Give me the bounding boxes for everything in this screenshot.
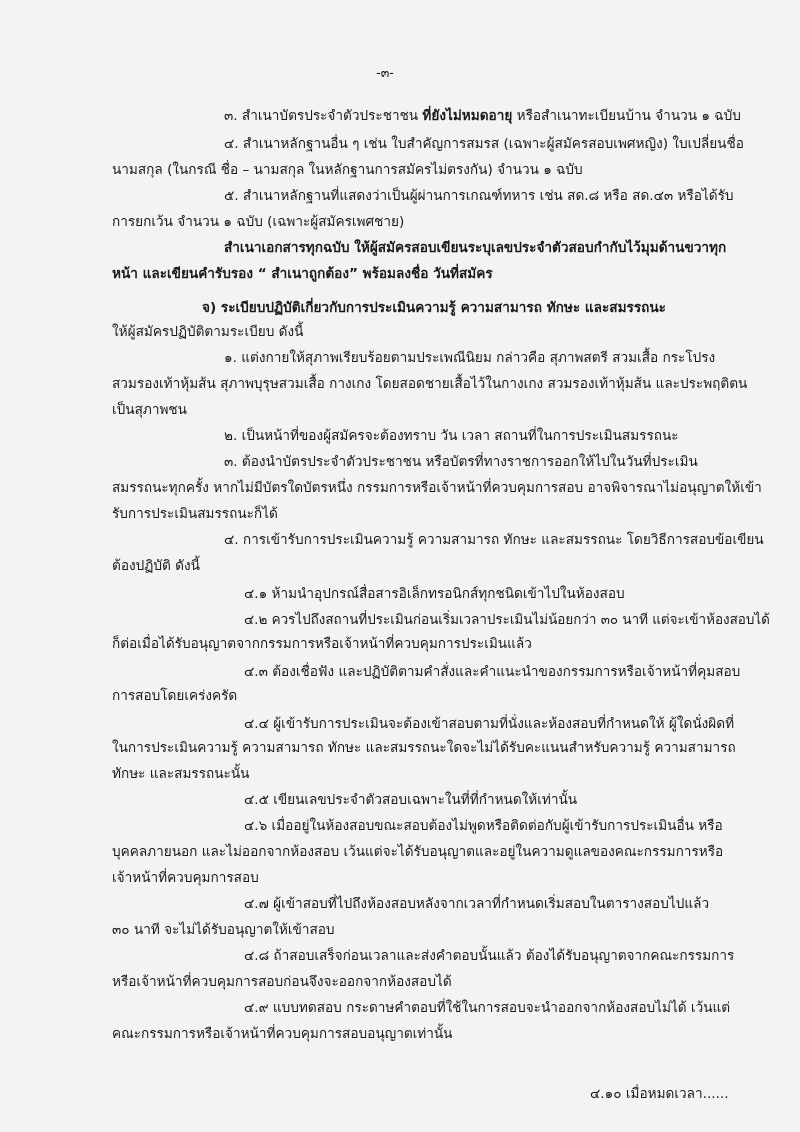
rule-4-6-line-3: เจ้าหน้าที่ควบคุมการสอบ <box>112 870 259 886</box>
rule-2: ๒. เป็นหน้าที่ของผู้สมัครจะต้องทราบ วัน เวลา สถานที่ในการประเมินสมรรถนะ <box>224 428 679 444</box>
notice-line-1: สำเนาเอกสารทุกฉบับ ให้ผู้สมัครสอบเขียนระบุเลขประจำตัวสอบกำกับไว้มุมด้านขวาทุก <box>224 240 727 256</box>
item-3-text: ๓. สำเนาบัตรประจำตัวประชาชน <box>224 108 423 124</box>
rule-4-3-line-1: ๔.๓ ต้องเชื่อฟัง และปฏิบัติตามคำสั่งและคำแนะนำของกรรมการหรือเจ้าหน้าที่คุมสอบ <box>244 664 741 680</box>
rule-4-6-line-1: ๔.๖ เมื่ออยู่ในห้องสอบขณะสอบต้องไม่พูดหรือติดต่อกับผู้เข้ารับการประเมินอื่น หรือ <box>244 818 723 834</box>
page-number: -๓- <box>376 66 394 81</box>
rule-3-line-2: สมรรถนะทุกครั้ง หากไม่มีบัตรใดบัตรหนึ่ง กรรมการหรือเจ้าหน้าที่ควบคุมการสอบ อาจพิจารณาไม่อนุญาตให้เข้า <box>112 480 762 496</box>
rule-4-2-line-2: ก็ต่อเมื่อได้รับอนุญาตจากกรรมการหรือเจ้าหน้าที่ควบคุมการประเมินแล้ว <box>112 636 532 652</box>
rule-4-4-line-2: ในการประเมินความรู้ ความสามารถ ทักษะ และสมรรถนะใดจะไม่ได้รับคะแนนสำหรับความรู้ ความสามารถ <box>112 740 736 756</box>
rule-4-3-line-2: การสอบโดยเคร่งครัด <box>112 688 238 704</box>
rule-3-line-3: รับการประเมินสมรรถนะก็ได้ <box>112 506 278 522</box>
notice-line-2: หน้า และเขียนคำรับรอง “ สำเนาถูกต้อง” พร้อมลงชื่อ วันที่สมัคร <box>112 266 493 282</box>
item-4-line-1: ๔. สำเนาหลักฐานอื่น ๆ เช่น ใบสำคัญการสมรส (เฉพาะผู้สมัครสอบเพศหญิง) ใบเปลี่ยนชื่อ <box>224 136 744 152</box>
rule-4-7-line-2: ๓๐ นาที จะไม่ได้รับอนุญาตให้เข้าสอบ <box>112 922 335 938</box>
rule-1-line-1: ๑. แต่งกายให้สุภาพเรียบร้อยตามประเพณีนิยม กล่าวคือ สุภาพสตรี สวมเสื้อ กระโปรง <box>224 350 716 366</box>
rule-4-1: ๔.๑ ห้ามนำอุปกรณ์สื่อสารอิเล็กทรอนิกส์ทุกชนิดเข้าไปในห้องสอบ <box>244 586 625 602</box>
rule-4-4-line-3: ทักษะ และสมรรถนะนั้น <box>112 766 250 782</box>
rule-4-4-line-1: ๔.๔ ผู้เข้ารับการประเมินจะต้องเข้าสอบตามที่นั่งและห้องสอบที่กำหนดให้ ผู้ใดนั่งผิดที่ <box>244 716 735 732</box>
section-heading: จ) ระเบียบปฏิบัติเกี่ยวกับการประเมินความรู้ ความสามารถ ทักษะ และสมรรถนะ <box>202 300 666 316</box>
section-intro: ให้ผู้สมัครปฏิบัติตามระเบียบ ดังนี้ <box>112 324 304 340</box>
rule-4-line-1: ๔. การเข้ารับการประเมินความรู้ ความสามารถ ทักษะ และสมรรถนะ โดยวิธีการสอบข้อเขียน <box>224 532 764 548</box>
rule-3-line-1: ๓. ต้องนำบัตรประจำตัวประชาชน หรือบัตรที่ทางราชการออกให้ไปในวันที่ประเมิน <box>224 454 698 470</box>
rule-4-2-line-1: ๔.๒ ควรไปถึงสถานที่ประเมินก่อนเริ่มเวลาประเมินไม่น้อยกว่า ๓๐ นาที แต่จะเข้าห้องสอบได้ <box>244 612 770 628</box>
rule-4-7-line-1: ๔.๗ ผู้เข้าสอบที่ไปถึงห้องสอบหลังจากเวลาที่กำหนดเริ่มสอบในตารางสอบไปแล้ว <box>244 896 710 912</box>
rule-1-line-2: สวมรองเท้าหุ้มส้น สุภาพบุรุษสวมเสื้อ กางเกง โดยสอดชายเสื้อไว้ในกางเกง สวมรองเท้าหุ้มส้น และประพฤติตน <box>112 376 748 392</box>
continued-marker: ๔.๑๐ เมื่อหมดเวลา...... <box>590 1086 729 1102</box>
rule-4-5: ๔.๕ เขียนเลขประจำตัวสอบเฉพาะในที่ที่กำหนดให้เท่านั้น <box>244 792 578 808</box>
rule-4-8-line-2: หรือเจ้าหน้าที่ควบคุมการสอบก่อนจึงจะออกจากห้องสอบได้ <box>112 974 452 990</box>
rule-4-6-line-2: บุคคลภายนอก และไม่ออกจากห้องสอบ เว้นแต่จะได้รับอนุญาตและอยู่ในความดูแลของคณะกรรมการหรือ <box>112 844 724 860</box>
rule-4-9-line-2: คณะกรรมการหรือเจ้าหน้าที่ควบคุมการสอบอนุญาตเท่านั้น <box>112 1026 453 1042</box>
item-3-emphasis: ที่ยังไม่หมดอายุ <box>422 108 513 124</box>
rule-4-8-line-1: ๔.๘ ถ้าสอบเสร็จก่อนเวลาและส่งคำตอบนั้นแล้ว ต้องได้รับอนุญาตจากคณะกรรมการ <box>244 948 735 964</box>
item-5-line-2: การยกเว้น จำนวน ๑ ฉบับ (เฉพาะผู้สมัครเพศชาย) <box>112 214 405 230</box>
item-3-text-end: หรือสำเนาทะเบียนบ้าน จำนวน ๑ ฉบับ <box>512 108 741 124</box>
item-4-line-2: นามสกุล (ในกรณี ชื่อ – นามสกุล ในหลักฐานการสมัครไม่ตรงกัน) จำนวน ๑ ฉบับ <box>112 162 583 178</box>
item-3-line <box>224 104 741 128</box>
rule-4-line-2: ต้องปฏิบัติ ดังนี้ <box>112 558 200 574</box>
rule-1-line-3: เป็นสุภาพชน <box>112 402 187 418</box>
item-5-line-1: ๕. สำเนาหลักฐานที่แสดงว่าเป็นผู้ผ่านการเกณฑ์ทหาร เช่น สด.๘ หรือ สด.๔๓ หรือได้รับ <box>224 188 734 204</box>
rule-4-9-line-1: ๔.๙ แบบทดสอบ กระดาษคำตอบที่ใช้ในการสอบจะนำออกจากห้องสอบไม่ได้ เว้นแต่ <box>244 1000 731 1016</box>
